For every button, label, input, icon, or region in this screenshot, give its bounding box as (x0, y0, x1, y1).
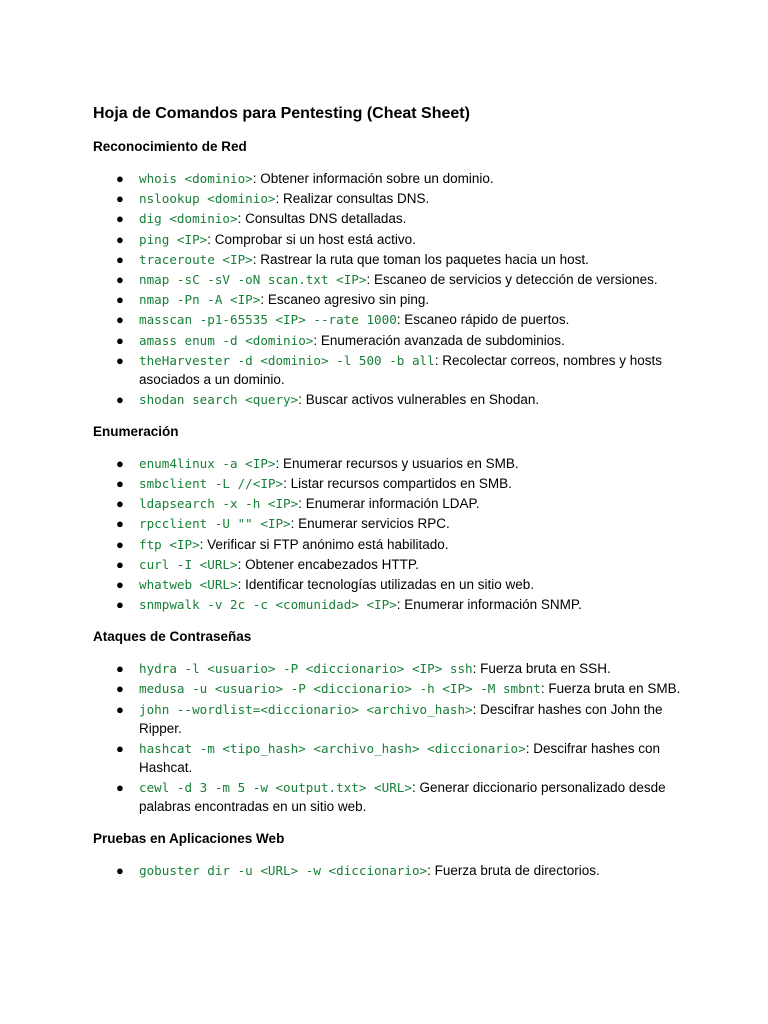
command-item (93, 679, 683, 698)
command-item (93, 739, 683, 777)
command-description: : Fuerza bruta en SMB. (540, 681, 681, 697)
command-description: : Descifrar hashes con Hashcat. (139, 740, 660, 775)
command-code: rpcclient -U "" <IP> (139, 516, 291, 532)
command-code: nmap -Pn -A <IP> (139, 292, 261, 308)
command-item (93, 390, 683, 409)
bullet-icon: ● (116, 352, 124, 368)
command-item (93, 555, 683, 574)
bullet-icon: ● (116, 701, 124, 717)
command-list (93, 659, 683, 816)
bullet-icon: ● (116, 779, 124, 795)
command-code: whatweb <URL> (139, 577, 238, 592)
command-description: : Obtener información sobre un dominio. (252, 171, 494, 186)
command-code: nmap -sC -sV -oN scan.txt <IP> (139, 271, 367, 287)
command-item (93, 595, 683, 614)
command-code: dig <dominio> (139, 211, 238, 227)
command-description: : Enumerar información SNMP. (396, 597, 582, 613)
command-description: : Enumeración avanzada de subdominios. (313, 332, 565, 348)
command-description: : Escaneo de servicios y detección de versiones. (366, 271, 658, 287)
section-pruebas-en-aplicaciones-web (93, 830, 768, 880)
command-item (93, 310, 683, 329)
bullet-icon: ● (116, 740, 124, 756)
bullet-icon: ● (116, 496, 124, 512)
bullet-icon: ● (116, 455, 124, 471)
command-description: : Enumerar servicios RPC. (290, 516, 450, 532)
bullet-icon: ● (116, 556, 124, 572)
bullet-icon: ● (116, 251, 124, 267)
command-item (93, 189, 683, 208)
command-description: : Fuerza bruta de directorios. (427, 862, 600, 878)
command-item (93, 270, 683, 289)
command-item (93, 331, 683, 350)
command-item (93, 575, 683, 594)
command-item (93, 659, 683, 678)
command-description: : Listar recursos compartidos en SMB. (283, 476, 512, 492)
command-description: : Obtener encabezados HTTP. (237, 556, 419, 572)
command-item (93, 494, 683, 513)
command-list (93, 169, 683, 409)
command-list (93, 454, 683, 614)
bullet-icon: ● (116, 292, 124, 308)
command-code: ldapsearch -x -h <IP> (139, 496, 299, 512)
bullet-icon: ● (116, 597, 124, 613)
command-description: : Descifrar hashes con John the Ripper. (139, 701, 663, 736)
bullet-icon: ● (116, 312, 124, 328)
command-description: : Comprobar si un host está activo. (207, 231, 416, 247)
section-ataques-de-contrasenas (93, 628, 768, 816)
command-item (93, 861, 683, 880)
bullet-icon: ● (116, 271, 124, 287)
command-code: enum4linux -a <IP> (139, 455, 276, 471)
section-enumeracion (93, 423, 768, 614)
command-code: gobuster dir -u <URL> -w <diccionario> (139, 862, 428, 878)
bullet-icon: ● (116, 681, 124, 697)
command-code: medusa -u <usuario> -P <diccionario> -h <IP> -M smbnt (139, 681, 541, 697)
bullet-icon: ● (116, 536, 124, 552)
command-description: : Enumerar recursos y usuarios en SMB. (275, 455, 519, 471)
bullet-icon: ● (116, 391, 124, 407)
command-code: snmpwalk -v 2c -c <comunidad> <IP> (139, 597, 397, 613)
command-code: amass enum -d <dominio> (139, 332, 314, 348)
command-code: nslookup <dominio> (139, 191, 276, 207)
command-code: traceroute <IP> (139, 251, 253, 267)
command-code: whois <dominio> (139, 171, 253, 186)
bullet-icon: ● (116, 516, 124, 532)
bullet-icon: ● (116, 211, 124, 227)
section-heading: Reconocimiento de Red (93, 139, 247, 154)
command-item (93, 778, 683, 816)
command-description: : Identificar tecnologías utilizadas en un sitio web. (237, 577, 534, 592)
command-code: cewl -d 3 -m 5 -w <output.txt> <URL> (139, 779, 412, 795)
command-code: hashcat -m <tipo_hash> <archivo_hash> <diccionario> (139, 740, 526, 756)
command-description: : Buscar activos vulnerables en Shodan. (298, 391, 540, 407)
bullet-icon: ● (116, 862, 124, 878)
section-heading: Ataques de Contraseñas (93, 629, 252, 645)
command-item (93, 250, 683, 269)
command-item (93, 290, 683, 309)
command-item (93, 351, 683, 389)
command-description: : Verificar si FTP anónimo está habilitado. (199, 536, 449, 552)
command-description: : Enumerar información LDAP. (298, 496, 480, 512)
bullet-icon: ● (116, 231, 124, 247)
command-item (93, 169, 683, 188)
document-title: Hoja de Comandos para Pentesting (Cheat Sheet) (93, 105, 470, 122)
command-item (93, 474, 683, 493)
command-description: : Escaneo rápido de puertos. (396, 312, 570, 328)
command-item (93, 514, 683, 533)
command-code: curl -I <URL> (139, 556, 238, 572)
command-code: shodan search <query> (139, 391, 299, 407)
command-description: : Fuerza bruta en SSH. (472, 661, 611, 677)
command-code: theHarvester -d <dominio> -l 500 -b all (139, 352, 435, 368)
command-code: ftp <IP> (139, 536, 200, 552)
command-code: masscan -p1-65535 <IP> --rate 1000 (139, 312, 397, 328)
bullet-icon: ● (116, 332, 124, 348)
command-description: : Recolectar correos, nombres y hosts asociados a un dominio. (139, 352, 663, 387)
section-heading: Pruebas en Aplicaciones Web (93, 830, 285, 846)
command-item (93, 209, 683, 228)
command-code: hydra -l <usuario> -P <diccionario> <IP> ssh (139, 661, 473, 677)
command-item (93, 700, 683, 738)
command-item (93, 454, 683, 473)
command-description: : Consultas DNS detalladas. (237, 211, 407, 227)
bullet-icon: ● (116, 661, 124, 677)
command-code: ping <IP> (139, 231, 208, 247)
bullet-icon: ● (116, 476, 124, 492)
command-description: : Generar diccionario personalizado desde palabras encontradas en un sitio web. (139, 779, 666, 814)
section-reconocimiento-de-red (93, 138, 768, 409)
command-description: : Realizar consultas DNS. (275, 191, 430, 207)
bullet-icon: ● (116, 191, 124, 207)
section-heading: Enumeración (93, 423, 179, 439)
command-item (93, 230, 683, 249)
command-item (93, 535, 683, 554)
command-code: smbclient -L //<IP> (139, 476, 284, 492)
command-code: john --wordlist=<diccionario> <archivo_hash> (139, 701, 473, 717)
command-description: : Rastrear la ruta que toman los paquetes hacia un host. (252, 251, 589, 267)
command-description: : Escaneo agresivo sin ping. (260, 292, 430, 308)
bullet-icon: ● (116, 577, 124, 592)
command-list (93, 861, 683, 880)
bullet-icon: ● (116, 171, 124, 186)
